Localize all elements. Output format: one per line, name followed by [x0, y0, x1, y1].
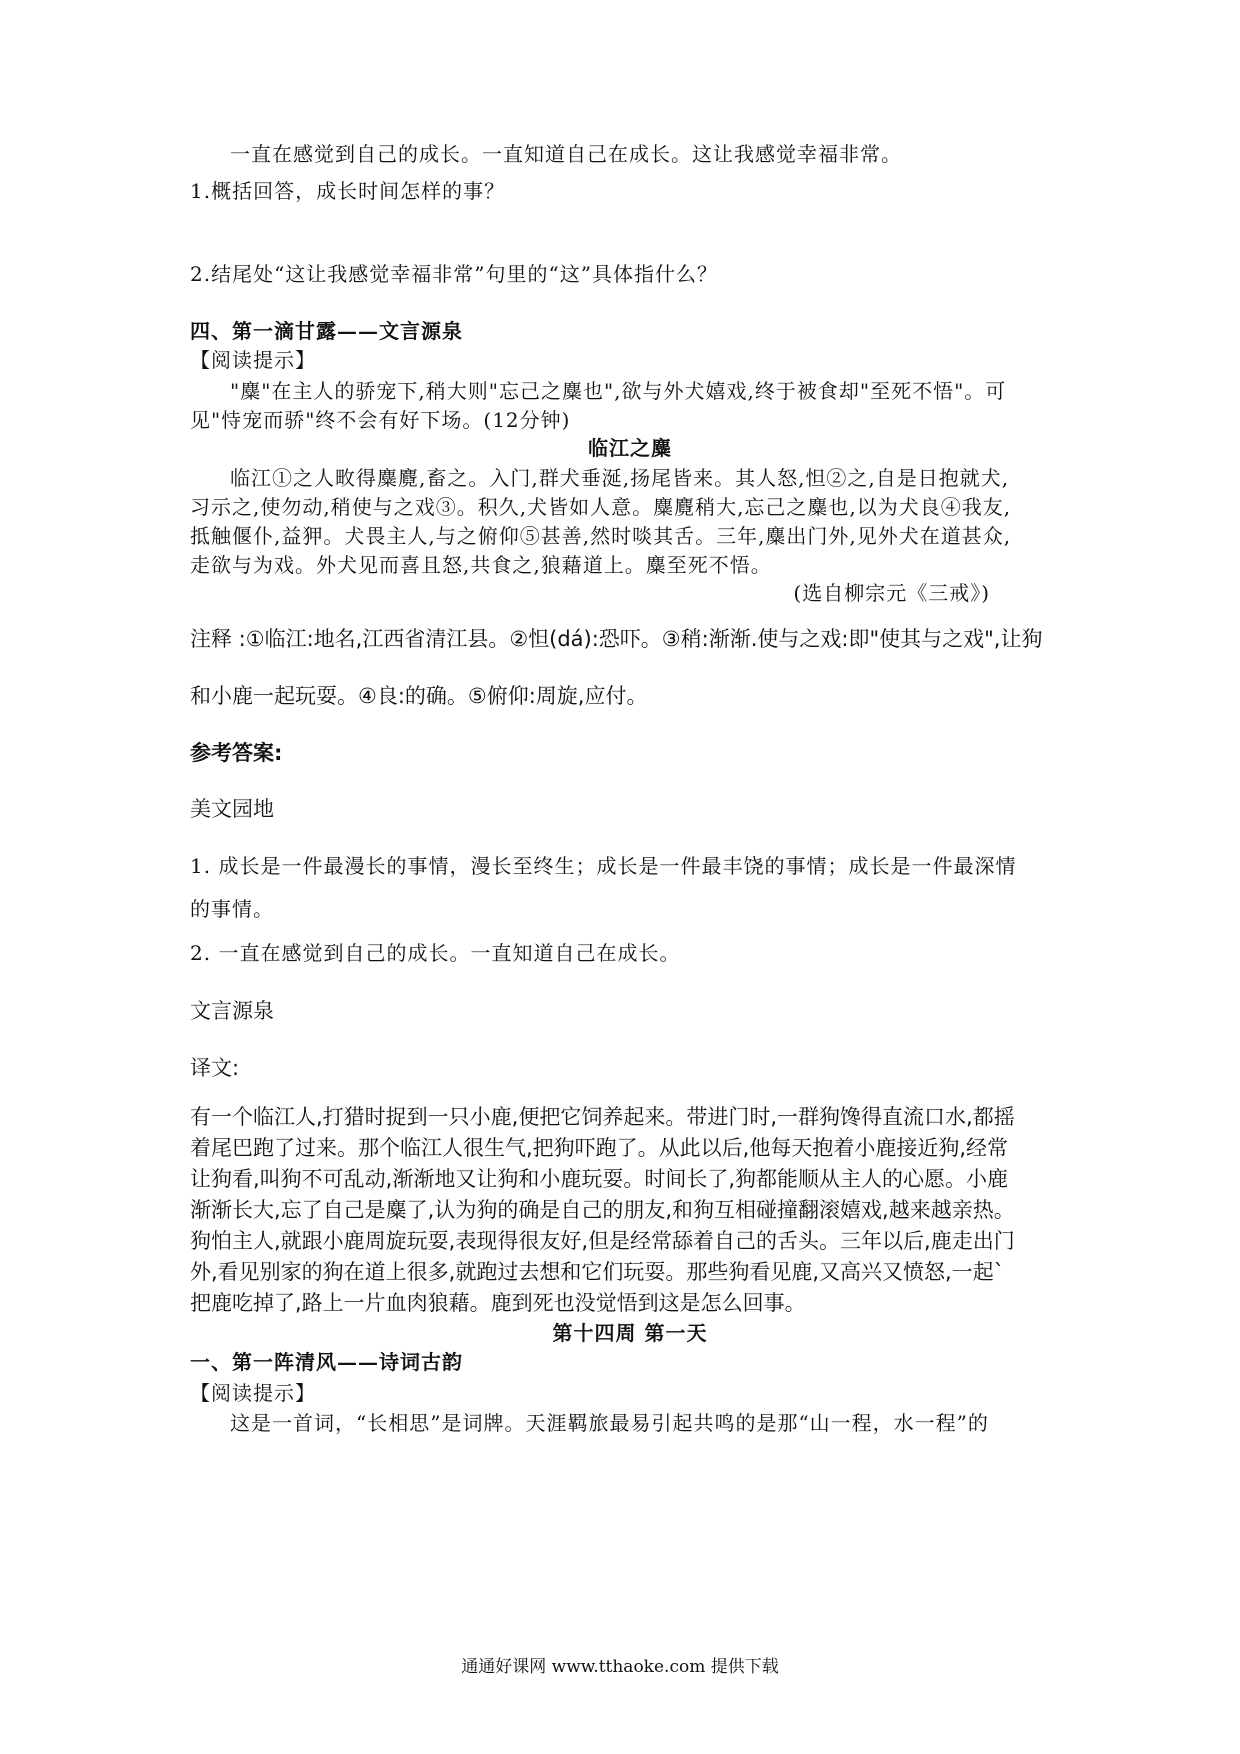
- section-4-heading: 四、第一滴甘露——文言源泉: [190, 319, 463, 343]
- annotation-line-1: 注释 :①临江:地名,江西省清江县。②怛(dá):恐吓。③稍:渐渐.使与之戏:即"使其与之戏",让狗: [190, 627, 1043, 651]
- classical-text-line: 习示之,使勿动,稍使与之戏③。积久,犬皆如人意。麋麑稍大,忘己之麋也,以为犬良④我友,: [190, 495, 1012, 519]
- passage-end: 一直在感觉到自己的成长。一直知道自己在成长。这让我感觉幸福非常。: [230, 142, 902, 166]
- answer-1-line-2: 的事情。: [190, 897, 274, 921]
- week-14-reading-tip-line: 这是一首词，“长相思”是词牌。天涯羁旅最易引起共鸣的是那“山一程，水一程”的: [230, 1411, 989, 1435]
- reading-tip-line-1: "麋"在主人的骄宠下,稍大则"忘己之麋也",欲与外犬嬉戏,终于被食却"至死不悟"。可: [230, 379, 1007, 403]
- classical-text-title: 临江之麋: [588, 436, 672, 460]
- reading-tip-label: 【阅读提示】: [190, 348, 316, 372]
- week-14-section-1-heading: 一、第一阵清风——诗词古韵: [190, 1350, 463, 1374]
- translation-label: 译文:: [190, 1056, 240, 1080]
- page-footer: 通通好课网 www.tthaoke.com 提供下载: [461, 1657, 779, 1677]
- classical-text-line: 走欲与为戏。外犬见而喜且怒,共食之,狼藉道上。麋至死不悟。: [190, 553, 772, 577]
- translation-line: 外,看见别家的狗在道上很多,就跑过去想和它们玩耍。那些狗看见鹿,又高兴又愤怒,一起`: [190, 1260, 1005, 1284]
- classical-text-line: 临江①之人畋得麋麑,畜之。入门,群犬垂涎,扬尾皆来。其人怒,怛②之,自是日抱就犬,: [230, 466, 1010, 490]
- translation-line: 有一个临江人,打猎时捉到一只小鹿,便把它饲养起来。带进门时,一群狗馋得直流口水,都摇: [190, 1105, 1015, 1129]
- question-2: 2.结尾处“这让我感觉幸福非常”句里的“这”具体指什么？: [190, 262, 718, 286]
- week-14-reading-tip-label: 【阅读提示】: [190, 1381, 316, 1405]
- answer-1-line-1: 1. 成长是一件最漫长的事情，漫长至终生；成长是一件最丰饶的事情；成长是一件最深情: [190, 854, 1017, 878]
- answer-2: 2. 一直在感觉到自己的成长。一直知道自己在成长。: [190, 941, 681, 965]
- translation-line: 让狗看,叫狗不可乱动,渐渐地又让狗和小鹿玩耍。时间长了,狗都能顺从主人的心愿。小鹿: [190, 1167, 1009, 1191]
- reading-tip-line-2: 见"恃宠而骄"终不会有好下场。(12分钟): [190, 408, 571, 432]
- translation-line: 着尾巴跑了过来。那个临江人很生气,把狗吓跑了。从此以后,他每天抱着小鹿接近狗,经常: [190, 1136, 1009, 1160]
- classical-text-line: 抵触偃仆,益狎。犬畏主人,与之俯仰⑤甚善,然时啖其舌。三年,麋出门外,见外犬在道甚众,: [190, 524, 1012, 548]
- translation-line: 渐渐长大,忘了自己是麋了,认为狗的确是自己的朋友,和狗互相碰撞翻滚嬉戏,越来越亲热。: [190, 1198, 1015, 1222]
- answers-wenyan-label: 文言源泉: [190, 999, 274, 1023]
- classical-text-source: (选自柳宗元《三戒》): [793, 581, 990, 605]
- translation-line: 狗怕主人,就跟小鹿周旋玩耍,表现得很友好,但是经常舔着自己的舌头。三年以后,鹿走出门: [190, 1229, 1015, 1253]
- answers-heading: 参考答案:: [190, 741, 283, 765]
- question-1: 1.概括回答，成长时间怎样的事？: [190, 179, 506, 203]
- answers-meiwen-label: 美文园地: [190, 797, 274, 821]
- translation-line: 把鹿吃掉了,路上一片血肉狼藉。鹿到死也没觉悟到这是怎么回事。: [190, 1291, 806, 1315]
- annotation-line-2: 和小鹿一起玩耍。④良:的确。⑤俯仰:周旋,应付。: [190, 684, 648, 708]
- week-14-title: 第十四周 第一天: [552, 1321, 708, 1345]
